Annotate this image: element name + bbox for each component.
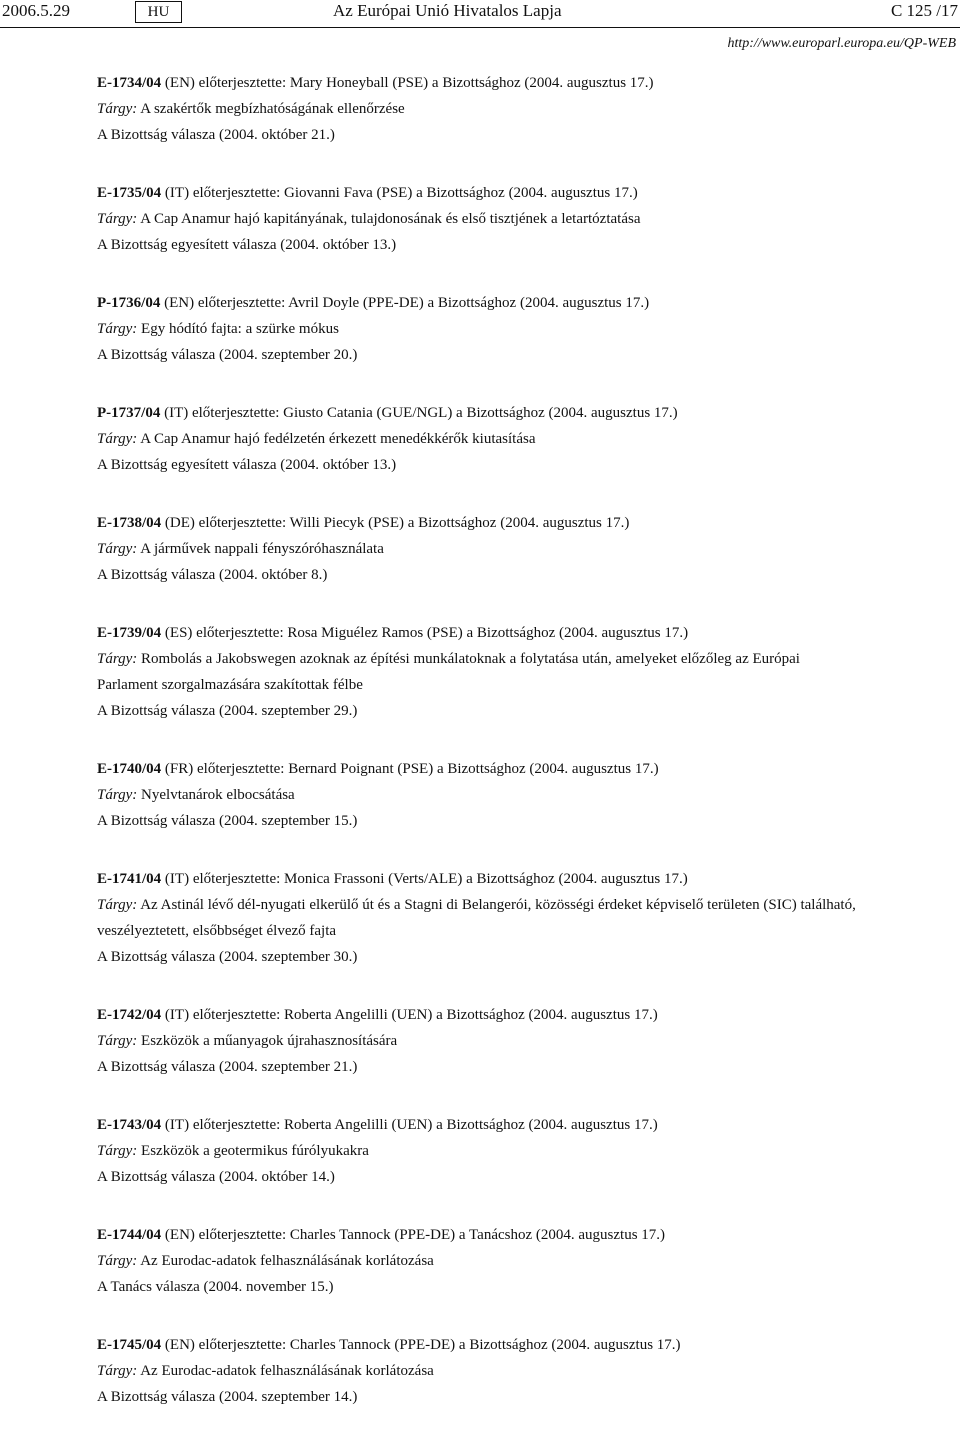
subject-label: Tárgy: <box>97 897 138 913</box>
question-heading <box>97 620 857 646</box>
question-entry <box>97 70 857 148</box>
header-journal-title: Az Európai Unió Hivatalos Lapja <box>333 1 562 20</box>
question-entry <box>97 1002 857 1080</box>
question-code: E-1742/04 <box>97 1007 162 1023</box>
header-date: 2006.5.29 <box>2 1 70 20</box>
question-entry <box>97 510 857 588</box>
question-submitter: (IT) előterjesztette: Giusto Catania (GUE/NGL) a Bizottsághoz (2004. augusztus 17.) <box>164 405 678 421</box>
question-code: E-1741/04 <box>97 871 162 887</box>
question-entry <box>97 620 857 724</box>
subject-label: Tárgy: <box>97 1253 138 1269</box>
question-code: E-1740/04 <box>97 761 162 777</box>
question-submitter: (DE) előterjesztette: Willi Piecyk (PSE) a Bizottsághoz (2004. augusztus 17.) <box>164 515 630 531</box>
question-submitter: (EN) előterjesztette: Mary Honeyball (PSE) a Bizottsághoz (2004. augusztus 17.) <box>164 75 654 91</box>
subject-label: Tárgy: <box>97 787 138 803</box>
question-reply: A Bizottság válasza (2004. október 8.) <box>97 567 328 583</box>
question-heading <box>97 756 857 782</box>
subject-label: Tárgy: <box>97 1363 138 1379</box>
subject-text: Nyelvtanárok elbocsátása <box>141 787 295 803</box>
question-code: E-1744/04 <box>97 1227 162 1243</box>
question-entry <box>97 1332 857 1410</box>
question-entry <box>97 866 857 970</box>
question-entry <box>97 400 857 478</box>
question-heading <box>97 400 857 426</box>
question-list <box>97 70 857 1442</box>
subject-label: Tárgy: <box>97 431 138 447</box>
question-submitter: (ES) előterjesztette: Rosa Miguélez Ramos (PSE) a Bizottsághoz (2004. augusztus 17.) <box>164 625 689 641</box>
question-subject <box>97 646 857 698</box>
subject-label: Tárgy: <box>97 321 138 337</box>
question-reply: A Bizottság válasza (2004. szeptember 29.) <box>97 703 358 719</box>
question-subject <box>97 1358 857 1384</box>
question-reply: A Bizottság egyesített válasza (2004. október 13.) <box>97 237 397 253</box>
subject-text: Egy hódító fajta: a szürke mókus <box>141 321 339 337</box>
question-subject <box>97 316 857 342</box>
subject-text: Az Eurodac-adatok felhasználásának korlátozása <box>140 1253 434 1269</box>
question-code: E-1739/04 <box>97 625 162 641</box>
question-heading <box>97 866 857 892</box>
subject-label: Tárgy: <box>97 651 138 667</box>
question-reply: A Bizottság válasza (2004. szeptember 15.) <box>97 813 358 829</box>
question-subject <box>97 782 857 808</box>
question-submitter: (IT) előterjesztette: Roberta Angelilli (UEN) a Bizottsághoz (2004. augusztus 17.) <box>164 1007 658 1023</box>
question-reply: A Bizottság válasza (2004. szeptember 14.) <box>97 1389 358 1405</box>
question-code: E-1743/04 <box>97 1117 162 1133</box>
question-submitter: (EN) előterjesztette: Avril Doyle (PPE-DE) a Bizottsághoz (2004. augusztus 17.) <box>164 295 650 311</box>
question-reply: A Bizottság válasza (2004. október 21.) <box>97 127 335 143</box>
subject-text: A Cap Anamur hajó fedélzetén érkezett menedékkérők kiutasítása <box>140 431 536 447</box>
question-heading <box>97 180 857 206</box>
question-reply: A Bizottság egyesített válasza (2004. október 13.) <box>97 457 397 473</box>
question-code: E-1738/04 <box>97 515 162 531</box>
question-subject <box>97 96 857 122</box>
subject-text: A járművek nappali fényszóróhasználata <box>140 541 384 557</box>
question-reply: A Bizottság válasza (2004. szeptember 21.) <box>97 1059 358 1075</box>
question-reply: A Bizottság válasza (2004. szeptember 30.) <box>97 949 358 965</box>
subject-text: Eszközök a műanyagok újrahasznosítására <box>141 1033 398 1049</box>
question-subject <box>97 536 857 562</box>
question-entry <box>97 290 857 368</box>
question-entry <box>97 1222 857 1300</box>
question-code: E-1734/04 <box>97 75 162 91</box>
question-submitter: (EN) előterjesztette: Charles Tannock (PPE-DE) a Tanácshoz (2004. augusztus 17.) <box>164 1227 666 1243</box>
question-reply: A Bizottság válasza (2004. szeptember 20.) <box>97 347 358 363</box>
subject-label: Tárgy: <box>97 101 138 117</box>
question-code: E-1735/04 <box>97 185 162 201</box>
question-subject <box>97 1248 857 1274</box>
question-entry <box>97 180 857 258</box>
question-subject <box>97 892 857 944</box>
question-entry <box>97 756 857 834</box>
source-url-link[interactable]: http://www.europarl.europa.eu/QP-WEB <box>727 36 956 51</box>
question-reply: A Tanács válasza (2004. november 15.) <box>97 1279 334 1295</box>
question-heading <box>97 70 857 96</box>
question-subject <box>97 206 857 232</box>
question-code: P-1737/04 <box>97 405 161 421</box>
subject-text: Az Astinál lévő dél-nyugati elkerülő út és a Stagni di Belangerói, közösségi érdeket képviselő területen (SIC) található, veszélyeztetett, elsőbbséget élvező fajta <box>97 897 856 939</box>
subject-text: Az Eurodac-adatok felhasználásának korlátozása <box>140 1363 434 1379</box>
question-reply: A Bizottság válasza (2004. október 14.) <box>97 1169 335 1185</box>
question-code: P-1736/04 <box>97 295 161 311</box>
subject-text: Eszközök a geotermikus fúrólyukakra <box>141 1143 369 1159</box>
header-rule <box>0 27 960 28</box>
question-heading <box>97 510 857 536</box>
question-code: E-1745/04 <box>97 1337 162 1353</box>
question-heading <box>97 1332 857 1358</box>
question-heading <box>97 290 857 316</box>
question-subject <box>97 1138 857 1164</box>
question-heading <box>97 1112 857 1138</box>
header-page-reference: C 125 /17 <box>890 1 958 20</box>
question-subject <box>97 1028 857 1054</box>
question-submitter: (FR) előterjesztette: Bernard Poignant (PSE) a Bizottsághoz (2004. augusztus 17.) <box>164 761 659 777</box>
subject-text: A szakértők megbízhatóságának ellenőrzése <box>140 101 405 117</box>
subject-label: Tárgy: <box>97 541 138 557</box>
subject-label: Tárgy: <box>97 211 138 227</box>
question-submitter: (IT) előterjesztette: Giovanni Fava (PSE) a Bizottsághoz (2004. augusztus 17.) <box>164 185 638 201</box>
subject-text: A Cap Anamur hajó kapitányának, tulajdonosának és első tisztjének a letartóztatása <box>140 211 641 227</box>
question-entry <box>97 1112 857 1190</box>
subject-label: Tárgy: <box>97 1143 138 1159</box>
question-submitter: (EN) előterjesztette: Charles Tannock (PPE-DE) a Bizottsághoz (2004. augusztus 17.) <box>164 1337 681 1353</box>
question-heading <box>97 1002 857 1028</box>
page-header <box>0 0 960 30</box>
subject-label: Tárgy: <box>97 1033 138 1049</box>
question-heading <box>97 1222 857 1248</box>
subject-text: Rombolás a Jakobswegen azoknak az építési munkálatoknak a folytatása után, amelyeket előzőleg az Európai Parlament szorgalmazására szakítottak félbe <box>97 651 800 693</box>
question-subject <box>97 426 857 452</box>
header-language-box: HU <box>135 1 182 23</box>
question-submitter: (IT) előterjesztette: Roberta Angelilli (UEN) a Bizottsághoz (2004. augusztus 17.) <box>164 1117 658 1133</box>
question-submitter: (IT) előterjesztette: Monica Frassoni (Verts/ALE) a Bizottsághoz (2004. augusztus 17.) <box>164 871 688 887</box>
